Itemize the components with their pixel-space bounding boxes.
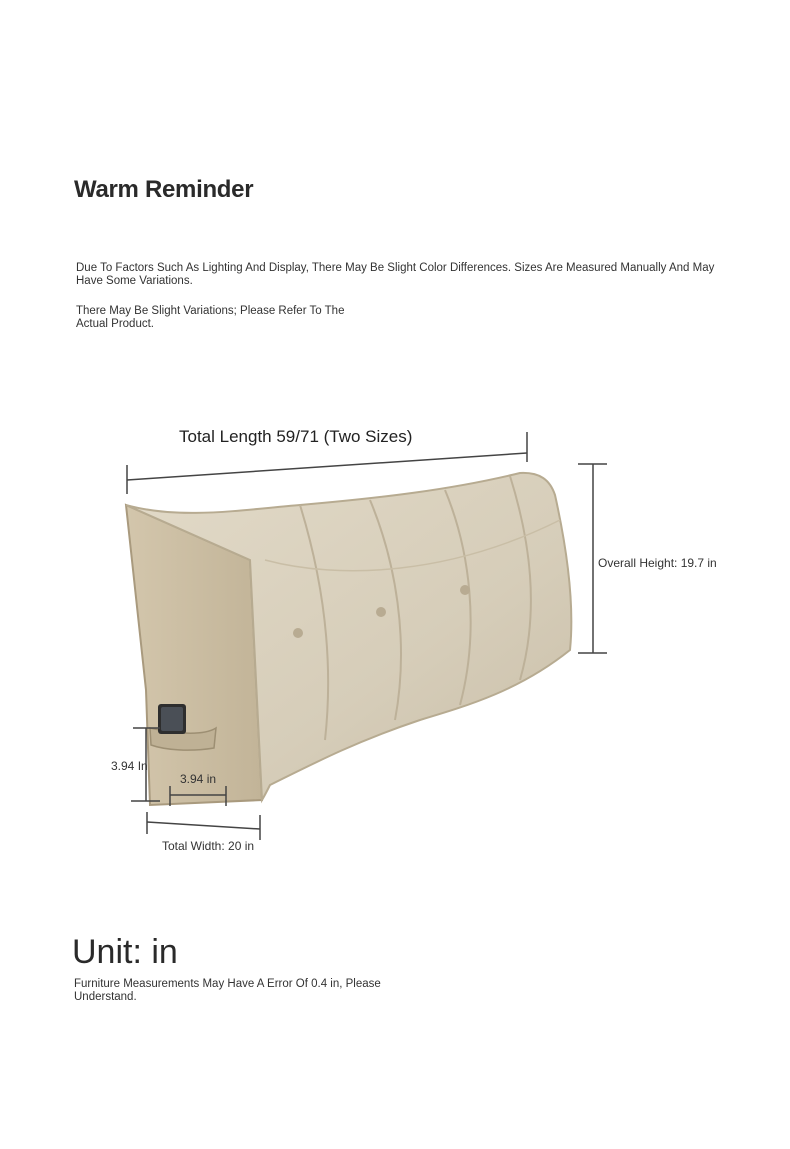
total-width-label: Total Width: 20 in bbox=[162, 839, 255, 853]
measurement-error-note: Furniture Measurements May Have A Error Of 0.4 in, Please Understand. bbox=[74, 978, 381, 1003]
base-depth-label: 3.94 in bbox=[180, 772, 217, 786]
reminder-paragraph-2: There May Be Slight Variations; Please Refer To The Actual Product. bbox=[76, 305, 345, 330]
side-height-label: 3.94 In bbox=[111, 759, 148, 773]
tuft-button bbox=[376, 607, 386, 617]
tuft-button bbox=[293, 628, 303, 638]
tuft-button bbox=[460, 585, 470, 595]
total-length-label: Total Length 59/71 (Two Sizes) bbox=[179, 427, 413, 446]
warm-reminder-heading: Warm Reminder bbox=[74, 176, 254, 203]
reminder-paragraph-1: Due To Factors Such As Lighting And Display, There May Be Slight Color Differences. Sizes Are Measured Manually And May Have Some Variations. bbox=[76, 262, 715, 287]
overall-height-label: Overall Height: 19.7 in bbox=[598, 556, 717, 570]
unit-title: Unit: in bbox=[72, 933, 178, 971]
